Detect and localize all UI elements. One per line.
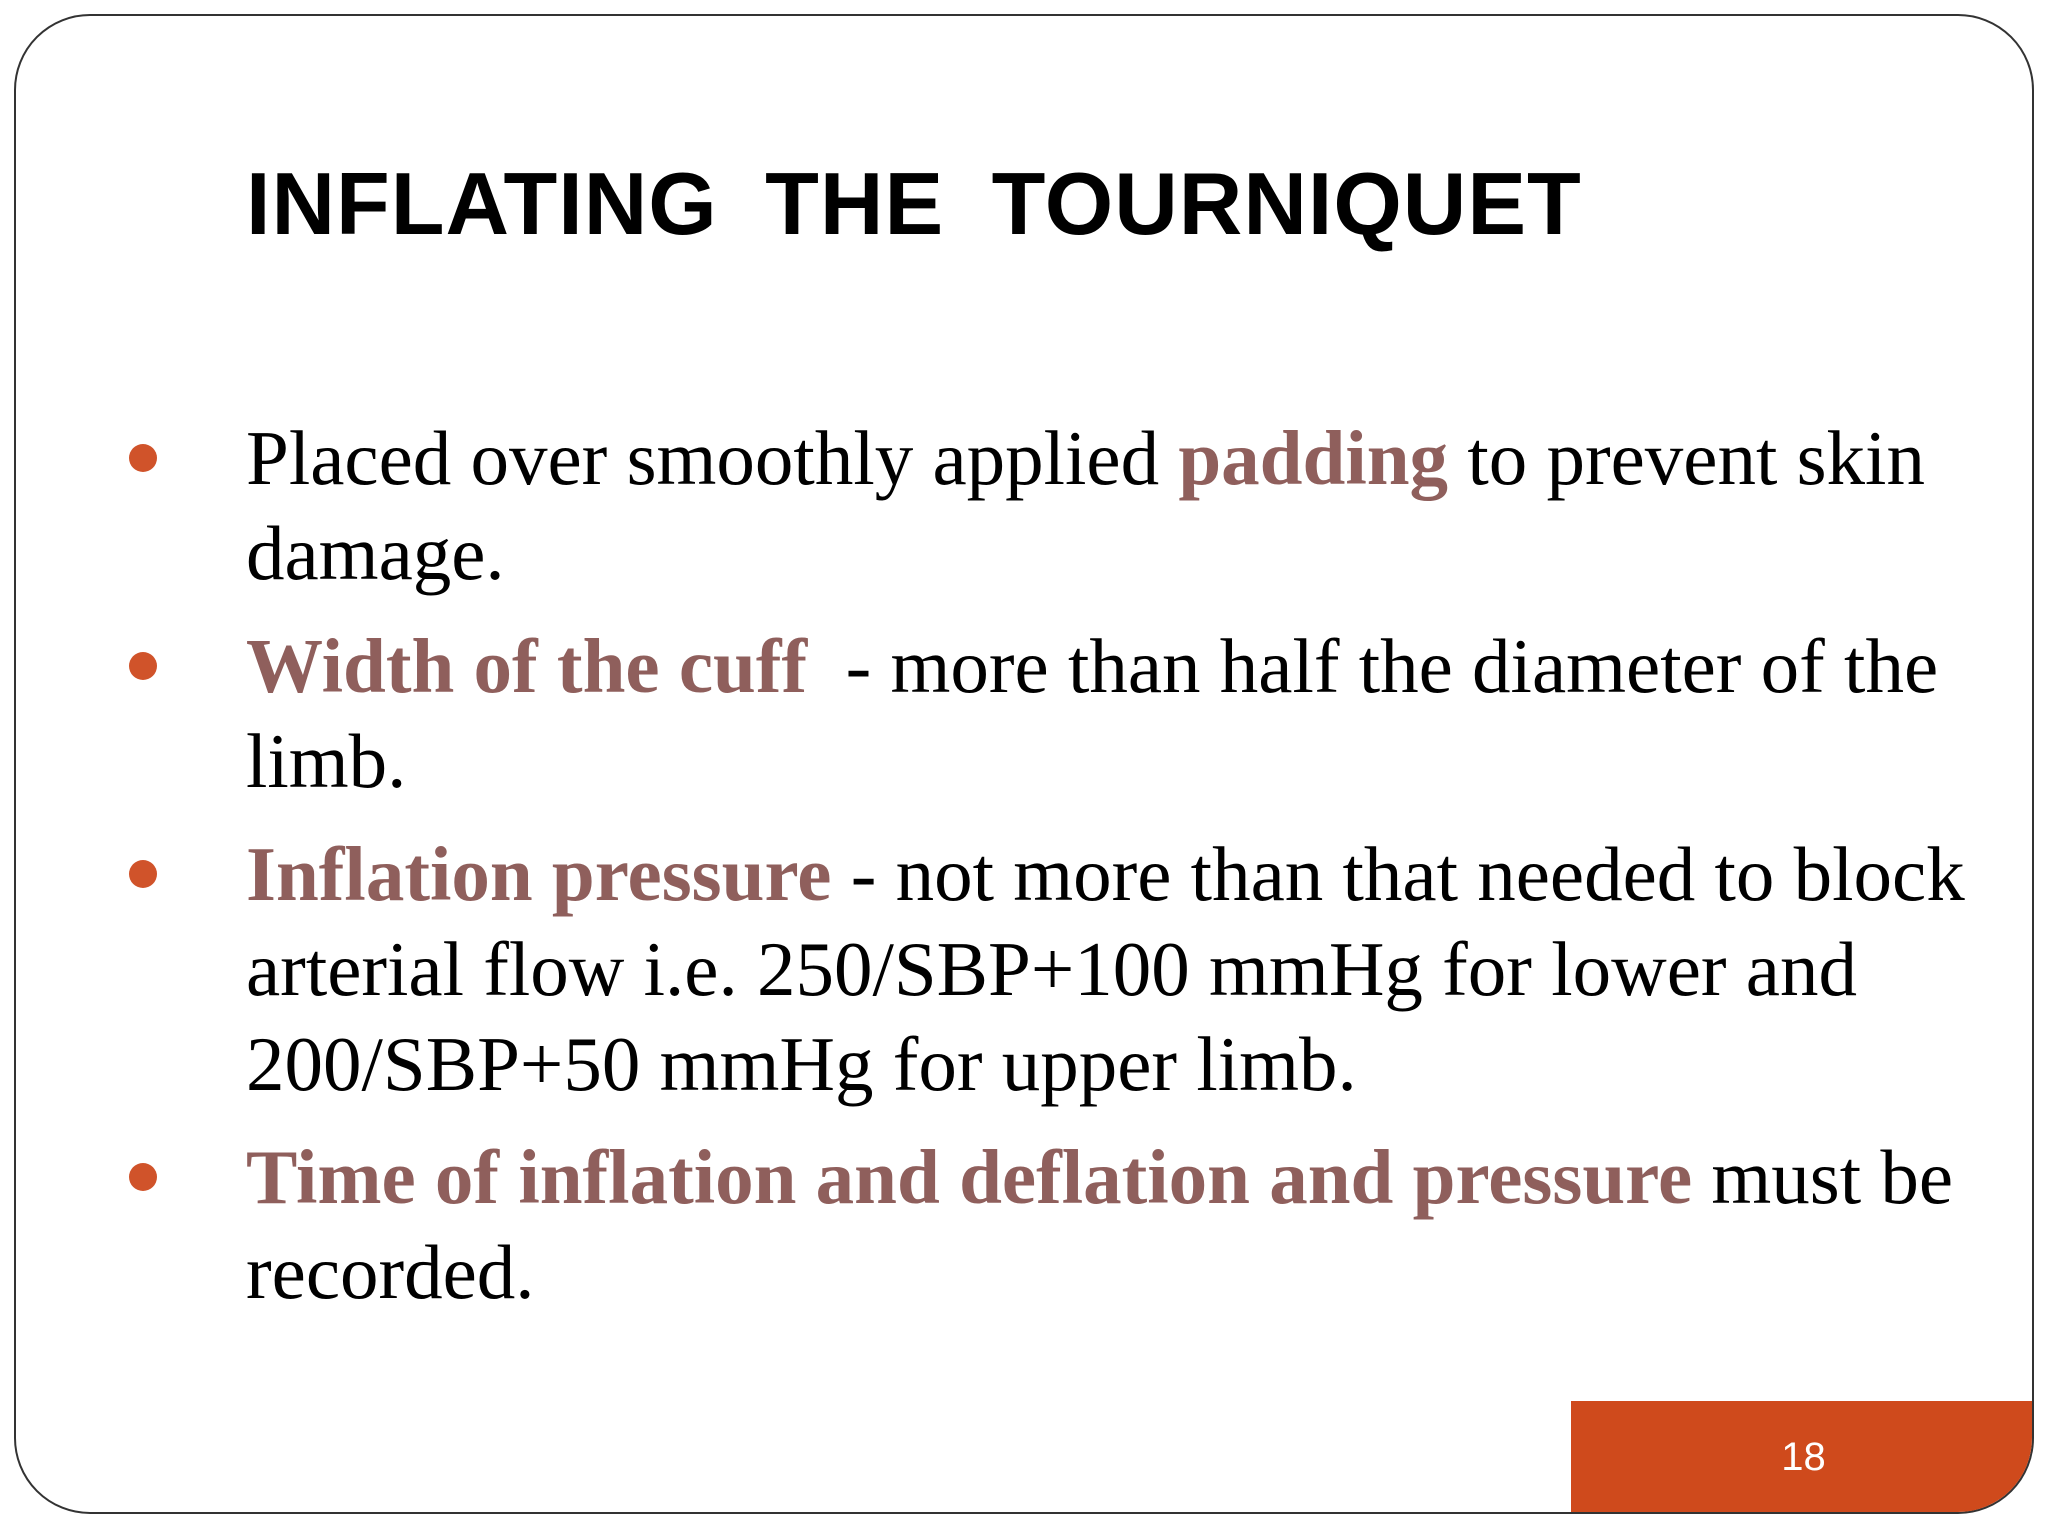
bullet-text-post: to prevent skin damage. [246, 415, 1925, 596]
bullet-item-cuff-width [16, 619, 1976, 809]
bullet-item-inflation-pressure [16, 827, 1976, 1112]
bullet-dot-icon [129, 652, 157, 680]
page-number: 18 [1781, 1435, 1826, 1479]
slide [14, 14, 2034, 1514]
bullet-text-post: must be recorded. [246, 1134, 1954, 1315]
bullet-dot-icon [129, 1163, 157, 1191]
bullet-text-pre: Placed over smoothly applied [246, 415, 1179, 501]
bullet-highlight: Inflation pressure [246, 831, 832, 917]
bullet-highlight: Width of the cuff [246, 623, 808, 709]
page-number-badge [1571, 1401, 2034, 1514]
bullet-list [16, 411, 1976, 1338]
bullet-item-record-time [16, 1130, 1976, 1320]
bullet-text-post: - not more than that needed to block arterial flow i.e. 250/SBP+100 mmHg for lower and 200/SBP+50 mmHg for upper limb. [246, 831, 1965, 1107]
bullet-highlight: padding [1178, 415, 1449, 501]
bullet-highlight: Time of inflation and deflation and pressure [246, 1134, 1693, 1220]
bullet-dot-icon [129, 444, 157, 472]
slide-title: INFLATING THE TOURNIQUET [246, 154, 1582, 253]
bullet-item-padding [16, 411, 1976, 601]
bullet-text-post: - more than half the diameter of the limb. [246, 623, 1958, 804]
bullet-dot-icon [129, 860, 157, 888]
